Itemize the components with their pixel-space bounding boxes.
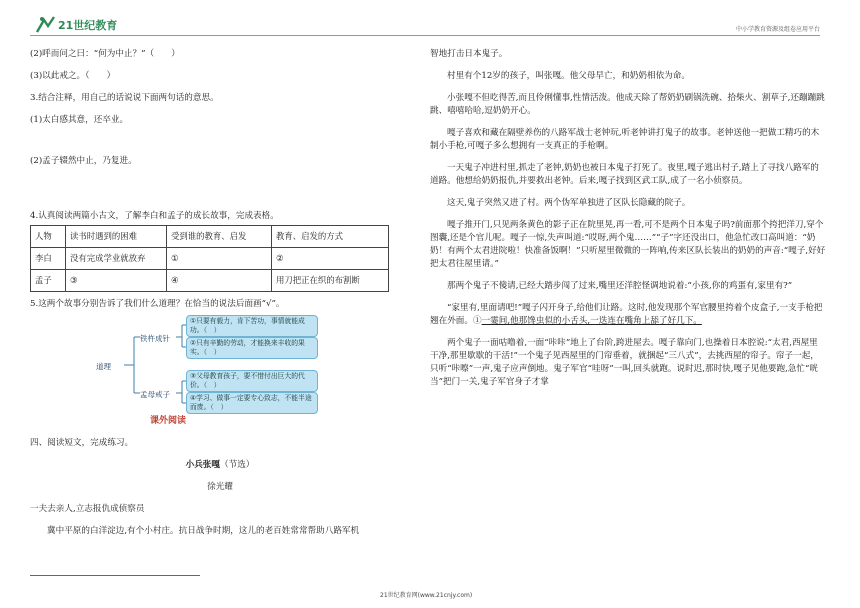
story-paragraph: 那两个鬼子不傻请,已经大踏步闯了过来,嘴里还洋腔怪调地说着:“小孩,你的鸡蛋有,家里有?”	[447, 281, 793, 291]
mind-map-option-4: ④学习、做事一定要专心致志，不能半途而废。（ ）	[186, 392, 318, 414]
story-paragraph: 嘎子推开门,只见两条黄色的影子正在院里晃,再一看,可不是两个日本鬼子吗?前面那个挎把洋刀,穿个图囊,还是个官儿呢。嘎子一惊,失声叫道:“哎呀,两个鬼……”“子”字还没出口，他急忙改口高叫道：“奶奶！有两个太君进院啦！快准备饭啊！”只听屋里微微的一阵响,传来区队长装出的奶奶的声音:“嘎子,好好把太君往屋里请。”	[430, 220, 826, 269]
question-3-1: (1)太白感其意，还卒业。	[30, 115, 129, 125]
story-paragraph: 小张嘎不但吃得苦,而且伶俐懂事,性情活泼。他成天除了帮奶奶刷锅洗碗、拾柴火、割草子,还蹦蹦跳跳、嘻嘻哈哈,逗奶奶开心。	[430, 93, 825, 116]
table-cell: 用刀把正在织的布割断	[272, 270, 389, 292]
story-title: 小兵张嘎	[185, 460, 220, 470]
mind-map-root: 道理	[96, 362, 111, 371]
header-slogan: 中小学教育资源及组卷应用平台	[735, 26, 820, 33]
logo-text: 21世纪教育	[58, 19, 118, 32]
table-cell: ④	[167, 270, 272, 292]
story-paragraph: 智地打击日本鬼子。	[430, 49, 508, 59]
question-4: 4.认真阅读两篇小古文，了解李白和孟子的成长故事，完成表格。	[30, 211, 279, 221]
question-3: 3.结合注释，用自己的话说说下面两句话的意思。	[30, 93, 219, 103]
story-paragraph: 嘎子喜欢和藏在隔壁养伤的八路军战士老钟玩,听老钟讲打鬼子的故事。老钟送他一把做工精巧的木制小手枪,可嘎子多么想拥有一支真正的手枪啊。	[430, 128, 820, 151]
story-paragraph: 村里有个12岁的孩子，叫张嘎。他父母早亡，和奶奶相依为命。	[447, 71, 690, 81]
story-text: “家里有,里面请吧!”嘎子闪开身子,给他们让路。这时,他发现那个军官腰里挎着个皮盒子,一支手枪把翘在外面。①	[430, 303, 823, 326]
story-paragraph: 冀中平原的白洋淀边,有个小村庄。抗日战争时期，这儿的老百姓常常帮助八路军机	[47, 526, 360, 536]
section-4-heading: 四、阅读短文，完成练习。	[30, 438, 134, 448]
mind-map-option-2: ②只有辛勤的劳动，才能换来丰收的果实。（ ）	[186, 337, 318, 359]
table-header-cell: 受到谁的教育、启发	[167, 226, 272, 248]
story-subheading: 一夫去亲人,立志报仇成侦察员	[30, 504, 145, 514]
table-header-row	[31, 226, 389, 248]
underlined-sentence-1: 一霎间,他那馋虫似的小舌头,一迭连在嘴角上舔了好几下。	[481, 316, 702, 326]
mind-map	[96, 315, 326, 415]
logo	[34, 14, 134, 36]
table-cell: 没有完成学业就放弃	[66, 248, 167, 270]
table-header-cell: 人物	[31, 226, 66, 248]
story-paragraph	[430, 302, 826, 328]
header-divider	[30, 35, 820, 36]
mind-map-branch-2: 孟母戒子	[140, 390, 170, 399]
story-paragraph: 一天鬼子冲进村里,抓走了老钟,奶奶也被日本鬼子打死了。夜里,嘎子逃出村子,踏上了寻找八路军的道路。他想给奶奶报仇,并要救出老钟。后来,嘎子找到区武工队,成了一名小侦察员。	[430, 163, 819, 186]
left-column	[30, 48, 410, 538]
table-cell: 李白	[31, 248, 66, 270]
growth-table	[30, 225, 389, 292]
mind-map-option-1: ①只要有毅力，肯下苦功，事情就能成功。（ ）	[186, 315, 318, 337]
story-title-line	[30, 459, 410, 472]
section-label-extra-reading: 课外阅读	[150, 416, 187, 426]
table-cell: ③	[66, 270, 167, 292]
question-3-2: (2)孟子辍然中止，乃复进。	[30, 156, 137, 166]
footer-divider	[30, 575, 200, 576]
story-title-note: （节选）	[220, 460, 255, 470]
table-row	[31, 270, 389, 292]
mind-map-option-3: ③父母教育孩子，要不惜付出巨大的代价。（ ）	[186, 370, 318, 392]
table-cell: ②	[272, 248, 389, 270]
story-paragraph: 两个鬼子一面咕噜着,一面“咔咔”地上了台阶,跨进屋去。嘎子靠向门,也操着日本腔说:“太君,西屋里干净,那里歇歇的干活!”一个鬼子见西屋里的门帘垂着，就捆起“三八式”，去挑西屋的帘子。帘子一起，只听“咔嚓”一声,鬼子应声倒地。鬼子军官“哇呀”一叫,回头就跑。说时迟,那时快,嘎子见他要跑,急忙“咣当”把门一关,鬼子军官身子才掌	[430, 338, 819, 387]
question-2-2: (2)呼而问之曰：“何为中止？”（ ）	[30, 49, 180, 59]
table-cell: ①	[167, 248, 272, 270]
table-header-cell: 教育、启发的方式	[272, 226, 389, 248]
table-header-cell: 读书时遇到的困难	[66, 226, 167, 248]
story-author: 徐光耀	[207, 482, 233, 492]
table-row	[31, 248, 389, 270]
question-5: 5.这两个故事分别告诉了我们什么道理？在恰当的说法后面画“√”。	[30, 299, 285, 309]
right-column	[430, 48, 826, 389]
footer-text: 21世纪教育网(www.21cnjy.com)	[380, 592, 473, 599]
question-2-3: (3)以此戒之。（ ）	[30, 71, 116, 81]
table-cell: 孟子	[31, 270, 66, 292]
mind-map-branch-1: 铁杵成针	[140, 334, 170, 343]
story-paragraph: 这天,鬼子突然又进了村。两个伪军单独进了区队长隐藏的院子。	[447, 198, 691, 208]
